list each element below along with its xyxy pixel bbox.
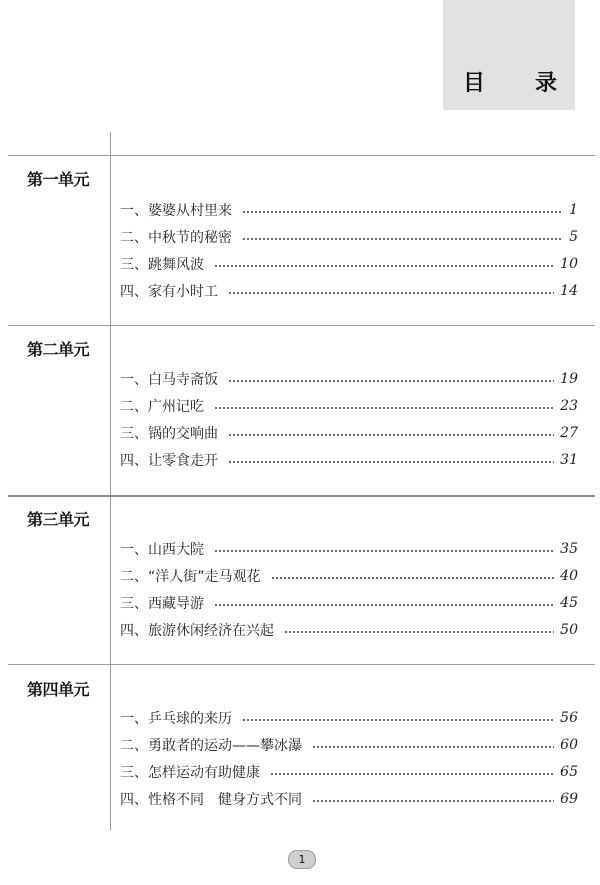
toc-entry[interactable] xyxy=(120,397,578,415)
dot-leader xyxy=(242,238,562,240)
toc-entry-title: 四、让零食走开 xyxy=(120,453,218,469)
unit-heading: 第二单元 xyxy=(27,340,90,359)
page-title-char-1: 目 xyxy=(463,71,486,96)
toc-entry-title: 二、勇敢者的运动——攀冰瀑 xyxy=(120,738,302,754)
toc-entry[interactable] xyxy=(120,763,578,781)
toc-entry-page: 19 xyxy=(560,371,578,387)
dot-leader xyxy=(242,211,562,213)
toc-entry[interactable] xyxy=(120,255,578,273)
toc-entry[interactable] xyxy=(120,201,578,219)
toc-entry-page: 31 xyxy=(560,452,578,468)
toc-entry-title: 三、跳舞风波 xyxy=(120,257,204,273)
toc-entry-title: 三、怎样运动有助健康 xyxy=(120,765,260,781)
toc-entry-page: 60 xyxy=(560,737,578,753)
toc-entry-title: 二、中秋节的秘密 xyxy=(120,230,232,246)
section-divider xyxy=(8,325,595,326)
toc-entry-page: 5 xyxy=(569,229,578,245)
page-title-char-2: 录 xyxy=(535,71,558,96)
toc-entry-page: 69 xyxy=(560,791,578,807)
toc-entry[interactable] xyxy=(120,540,578,558)
vertical-divider xyxy=(110,132,111,830)
toc-entry-title: 四、旅游休闲经济在兴起 xyxy=(120,623,274,639)
dot-leader xyxy=(214,265,554,267)
toc-entry[interactable] xyxy=(120,424,578,442)
toc-entry[interactable] xyxy=(120,370,578,388)
title-box xyxy=(443,0,575,110)
page-number-badge: 1 xyxy=(288,850,316,869)
unit-heading: 第三单元 xyxy=(27,510,90,529)
dot-leader xyxy=(270,773,554,775)
toc-entry-title: 一、乒乓球的来历 xyxy=(120,711,232,727)
dot-leader xyxy=(242,719,554,721)
toc-entry-page: 27 xyxy=(560,425,578,441)
toc-entry-title: 四、家有小时工 xyxy=(120,284,218,300)
toc-entry-page: 50 xyxy=(560,622,578,638)
toc-entry-title: 三、西藏导游 xyxy=(120,596,204,612)
dot-leader xyxy=(228,292,554,294)
unit-heading: 第四单元 xyxy=(27,680,90,699)
unit-heading: 第一单元 xyxy=(27,170,90,189)
toc-entry[interactable] xyxy=(120,594,578,612)
toc-entry[interactable] xyxy=(120,282,578,300)
toc-entry-title: 二、广州记吃 xyxy=(120,399,204,415)
toc-entry[interactable] xyxy=(120,709,578,727)
toc-entry-page: 40 xyxy=(560,568,578,584)
toc-entry[interactable] xyxy=(120,736,578,754)
dot-leader xyxy=(228,380,554,382)
toc-entry-title: 一、婆婆从村里来 xyxy=(120,203,232,219)
toc-entry-page: 65 xyxy=(560,764,578,780)
toc-entry-page: 14 xyxy=(560,283,578,299)
toc-entry[interactable] xyxy=(120,621,578,639)
toc-entry-title: 四、性格不同 健身方式不同 xyxy=(120,792,302,808)
toc-entry[interactable] xyxy=(120,228,578,246)
section-divider xyxy=(8,155,595,156)
toc-entry[interactable] xyxy=(120,790,578,808)
toc-entry-title: 一、山西大院 xyxy=(120,542,204,558)
toc-entry-page: 35 xyxy=(560,541,578,557)
dot-leader xyxy=(214,550,554,552)
toc-entry-page: 56 xyxy=(560,710,578,726)
dot-leader xyxy=(312,746,554,748)
dot-leader xyxy=(214,604,554,606)
toc-entry[interactable] xyxy=(120,451,578,469)
dot-leader xyxy=(312,800,554,802)
toc-entry-page: 23 xyxy=(560,398,578,414)
toc-entry[interactable] xyxy=(120,567,578,585)
toc-entry-title: 三、锅的交响曲 xyxy=(120,426,218,442)
dot-leader xyxy=(228,434,554,436)
dot-leader xyxy=(284,631,554,633)
toc-entry-page: 1 xyxy=(569,202,578,218)
dot-leader xyxy=(214,407,554,409)
dot-leader xyxy=(228,461,554,463)
toc-entry-page: 45 xyxy=(560,595,578,611)
toc-entry-page: 10 xyxy=(560,256,578,272)
toc-entry-title: 一、白马寺斋饭 xyxy=(120,372,218,388)
toc-entry-title: 二、“洋人街”走马观花 xyxy=(120,569,261,585)
section-divider xyxy=(8,664,595,665)
section-divider xyxy=(8,495,595,497)
dot-leader xyxy=(271,577,555,579)
